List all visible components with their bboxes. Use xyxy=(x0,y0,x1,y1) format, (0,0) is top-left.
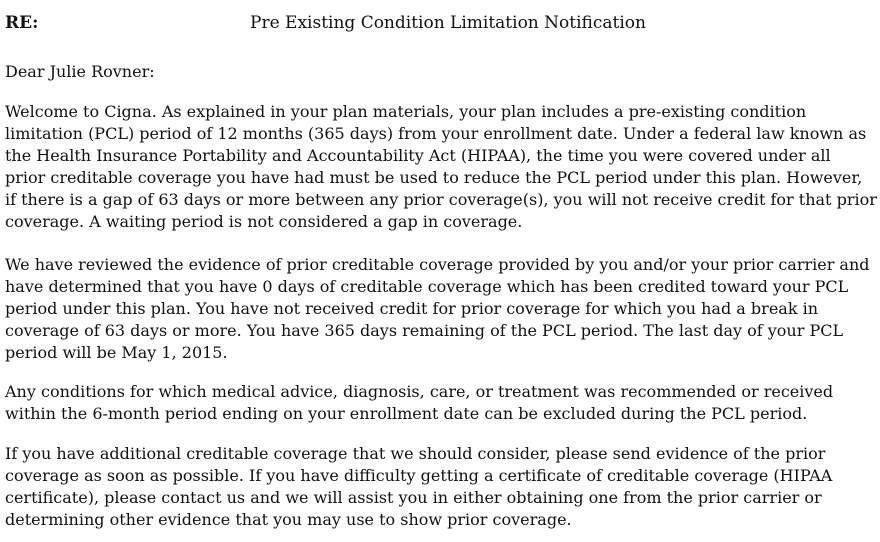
paragraph-conditions xyxy=(5,381,873,425)
re-label: RE: xyxy=(5,13,39,33)
paragraph-line: coverage. A waiting period is not considered a gap in coverage. xyxy=(5,212,523,231)
paragraph-line: We have reviewed the evidence of prior creditable coverage provided by you and/or your prior carrier and xyxy=(5,255,870,274)
paragraph-line: coverage as soon as possible. If you have difficulty getting a certificate of creditable coverage (HIPAA xyxy=(5,466,833,485)
paragraph-line: If you have additional creditable coverage that we should consider, please send evidence of the prior xyxy=(5,444,826,463)
paragraph-line: certificate), please contact us and we will assist you in either obtaining one from the prior carrier or xyxy=(5,488,822,507)
paragraph-line: determining other evidence that you may use to show prior coverage. xyxy=(5,510,572,529)
paragraph-line: period will be May 1, 2015. xyxy=(5,343,228,362)
paragraph-line: the Health Insurance Portability and Accountability Act (HIPAA), the time you were covered under all xyxy=(5,146,831,165)
paragraph-line: period under this plan. You have not received credit for prior coverage for which you had a break in xyxy=(5,299,819,318)
paragraph-line: if there is a gap of 63 days or more between any prior coverage(s), you will not receive credit for that prior xyxy=(5,190,877,209)
paragraph-line: have determined that you have 0 days of creditable coverage which has been credited toward your PCL xyxy=(5,277,849,296)
paragraph-line: limitation (PCL) period of 12 months (365 days) from your enrollment date. Under a federal law known as xyxy=(5,124,867,143)
paragraph-welcome xyxy=(5,101,877,233)
subject-line xyxy=(5,10,865,36)
paragraph-line: Any conditions for which medical advice, diagnosis, care, or treatment was recommended or received xyxy=(5,382,834,401)
paragraph-line: within the 6-month period ending on your enrollment date can be excluded during the PCL period. xyxy=(5,404,808,423)
paragraph-line: prior creditable coverage you have had must be used to reduce the PCL period under this plan. However, xyxy=(5,168,863,187)
paragraph-review xyxy=(5,254,873,364)
paragraph-additional-coverage xyxy=(5,443,873,531)
paragraph-line: coverage of 63 days or more. You have 365 days remaining of the PCL period. The last day of your PCL xyxy=(5,321,844,340)
salutation: Dear Julie Rovner: xyxy=(5,62,155,81)
letter-subject: Pre Existing Condition Limitation Notification xyxy=(250,13,646,33)
paragraph-line: Welcome to Cigna. As explained in your plan materials, your plan includes a pre-existing condition xyxy=(5,102,807,121)
